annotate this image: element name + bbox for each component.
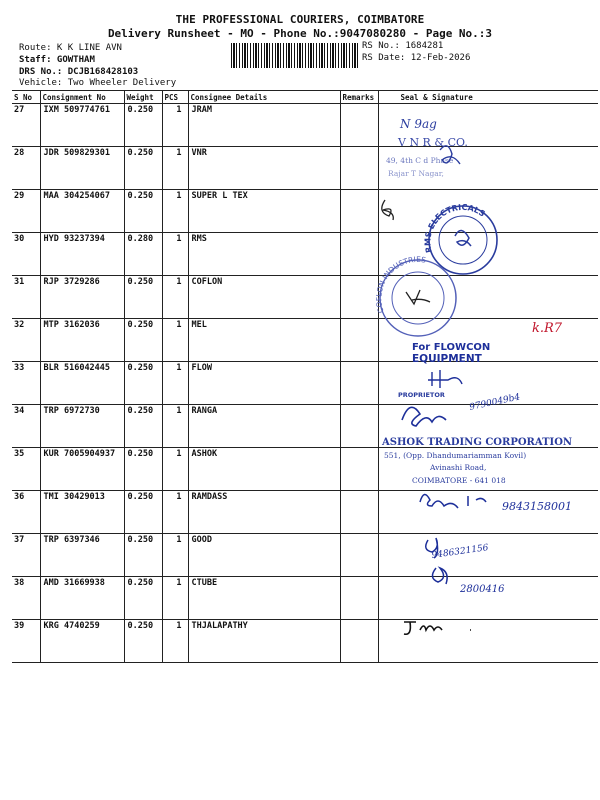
row-consignee: COFLON	[188, 276, 340, 319]
vnr-stamp-line3: Rajar T Nagar,	[388, 169, 444, 178]
col-seal: Seal & Signature	[378, 91, 598, 104]
row-seal	[378, 147, 598, 190]
row-seal	[378, 319, 598, 362]
row-pcs: 1	[162, 362, 188, 405]
good-phone: 9486321156	[431, 543, 490, 561]
col-sno: S No	[12, 91, 40, 104]
ashok-line2: 551, (Opp. Dhandumariamman Kovil)	[384, 451, 527, 460]
col-consignee: Consignee Details	[188, 91, 340, 104]
col-remarks: Remarks	[340, 91, 378, 104]
table-row	[12, 147, 598, 190]
row-consignee: RANGA	[188, 405, 340, 448]
row-weight: 0.250	[124, 448, 162, 491]
row-sno: 33	[12, 362, 40, 405]
row-consignee: CTUBE	[188, 577, 340, 620]
rs-number: RS No.: 1684281	[362, 41, 444, 51]
row-seal	[378, 577, 598, 620]
proprietor-label: PROPRIETOR	[398, 391, 445, 399]
row-remarks	[340, 534, 378, 577]
table-row	[12, 491, 598, 534]
col-weight: Weight	[124, 91, 162, 104]
row-pcs: 1	[162, 190, 188, 233]
barcode-icon	[231, 43, 358, 68]
table-row	[12, 233, 598, 276]
vnr-stamp-line1: V N R & CO.	[398, 136, 468, 149]
row-pcs: 1	[162, 448, 188, 491]
runsheet-subtitle: Delivery Runsheet - MO - Phone No.:9047080280 - Page No.:3	[107, 27, 493, 40]
row-pcs: 1	[162, 534, 188, 577]
table-row	[12, 319, 598, 362]
table-row	[12, 362, 598, 405]
row-consignee: JRAM	[188, 104, 340, 147]
ashok-line1: ASHOK TRADING CORPORATION	[382, 437, 573, 448]
row-consignment: HYD 93237394	[40, 233, 124, 276]
vnr-note-text: N 9ag	[400, 117, 437, 131]
row-sno: 37	[12, 534, 40, 577]
table-row	[12, 190, 598, 233]
row-remarks	[340, 276, 378, 319]
coflon-stamp-text: COFLON INDUSTRIES	[374, 254, 427, 315]
drs-number: DRS No.: DCJB168428103	[19, 67, 139, 77]
row-sno: 34	[12, 405, 40, 448]
flowcon-line1: For FLOWCON	[412, 342, 491, 353]
row-seal	[378, 620, 598, 663]
row-seal	[378, 233, 598, 276]
row-pcs: 1	[162, 233, 188, 276]
row-consignment: IXM 509774761	[40, 104, 124, 147]
row-remarks	[340, 405, 378, 448]
table-row	[12, 448, 598, 491]
row-weight: 0.250	[124, 362, 162, 405]
row-seal	[378, 534, 598, 577]
table-row	[12, 577, 598, 620]
row-consignment: BLR 516042445	[40, 362, 124, 405]
table-row	[12, 104, 598, 147]
company-title: THE PROFESSIONAL COURIERS, COIMBATORE	[175, 13, 425, 26]
ctube-note: 2800416	[460, 584, 505, 595]
row-weight: 0.250	[124, 190, 162, 233]
row-weight: 0.250	[124, 319, 162, 362]
row-pcs: 1	[162, 104, 188, 147]
ranga-phone: 9790049b4	[468, 392, 522, 413]
table-row	[12, 620, 598, 663]
row-remarks	[340, 620, 378, 663]
row-seal	[378, 104, 598, 147]
row-remarks	[340, 147, 378, 190]
row-consignee: ASHOK	[188, 448, 340, 491]
row-seal	[378, 448, 598, 491]
row-weight: 0.280	[124, 233, 162, 276]
row-weight: 0.250	[124, 405, 162, 448]
flowcon-line2: EQUIPMENT	[412, 353, 482, 365]
row-pcs: 1	[162, 147, 188, 190]
row-sno: 28	[12, 147, 40, 190]
runsheet-table	[12, 90, 598, 663]
table-row	[12, 534, 598, 577]
row-remarks	[340, 362, 378, 405]
row-consignment: MAA 304254067	[40, 190, 124, 233]
row-consignment: RJP 3729286	[40, 276, 124, 319]
row-seal	[378, 190, 598, 233]
row-sno: 31	[12, 276, 40, 319]
row-remarks	[340, 448, 378, 491]
row-weight: 0.250	[124, 577, 162, 620]
row-pcs: 1	[162, 405, 188, 448]
row-sno: 29	[12, 190, 40, 233]
row-pcs: 1	[162, 620, 188, 663]
row-consignment: KRG 4740259	[40, 620, 124, 663]
row-consignee: THJALAPATHY	[188, 620, 340, 663]
vehicle-text: Vehicle: Two Wheeler Delivery	[19, 78, 177, 88]
row-sno: 32	[12, 319, 40, 362]
row-sno: 27	[12, 104, 40, 147]
table-header-row	[12, 91, 598, 104]
col-consignment: Consignment No	[40, 91, 124, 104]
row-remarks	[340, 319, 378, 362]
row-remarks	[340, 491, 378, 534]
row-weight: 0.250	[124, 276, 162, 319]
row-consignment: MTP 3162036	[40, 319, 124, 362]
row-consignee: MEL	[188, 319, 340, 362]
route-text: Route: K K LINE AVN	[19, 43, 122, 53]
row-weight: 0.250	[124, 534, 162, 577]
row-sno: 39	[12, 620, 40, 663]
row-consignee: RAMDASS	[188, 491, 340, 534]
row-remarks	[340, 577, 378, 620]
row-sno: 35	[12, 448, 40, 491]
row-weight: 0.250	[124, 620, 162, 663]
rs-date: RS Date: 12-Feb-2026	[362, 53, 471, 63]
col-pcs: PCS	[162, 91, 188, 104]
row-sno: 36	[12, 491, 40, 534]
row-weight: 0.250	[124, 147, 162, 190]
row-consignee: SUPER L TEX	[188, 190, 340, 233]
row-weight: 0.250	[124, 491, 162, 534]
row-sno: 38	[12, 577, 40, 620]
ramdass-phone: 9843158001	[502, 500, 572, 513]
row-seal	[378, 491, 598, 534]
row-consignment: TMI 30429013	[40, 491, 124, 534]
row-remarks	[340, 104, 378, 147]
row-consignee: RMS	[188, 233, 340, 276]
mel-note: k.R7	[532, 321, 563, 336]
row-consignee: FLOW	[188, 362, 340, 405]
staff-text: Staff: GOWTHAM	[19, 55, 95, 65]
row-consignment: JDR 509829301	[40, 147, 124, 190]
ashok-line3: Avinashi Road,	[430, 463, 487, 472]
row-seal	[378, 405, 598, 448]
row-consignment: TRP 6972730	[40, 405, 124, 448]
vnr-stamp-line2: 49, 4th C d Phase	[386, 156, 454, 165]
row-pcs: 1	[162, 276, 188, 319]
ashok-line4: COIMBATORE - 641 018	[412, 476, 506, 485]
row-remarks	[340, 233, 378, 276]
row-consignment: TRP 6397346	[40, 534, 124, 577]
row-consignee: GOOD	[188, 534, 340, 577]
row-remarks	[340, 190, 378, 233]
rms-stamp-text: RMS ELECTRICALS	[423, 202, 487, 254]
row-consignment: KUR 7005904937	[40, 448, 124, 491]
table-row	[12, 276, 598, 319]
row-weight: 0.250	[124, 104, 162, 147]
row-consignee: VNR	[188, 147, 340, 190]
row-sno: 30	[12, 233, 40, 276]
row-pcs: 1	[162, 577, 188, 620]
row-seal	[378, 276, 598, 319]
row-pcs: 1	[162, 491, 188, 534]
row-seal	[378, 362, 598, 405]
table-row	[12, 405, 598, 448]
row-pcs: 1	[162, 319, 188, 362]
row-consignment: AMD 31669938	[40, 577, 124, 620]
